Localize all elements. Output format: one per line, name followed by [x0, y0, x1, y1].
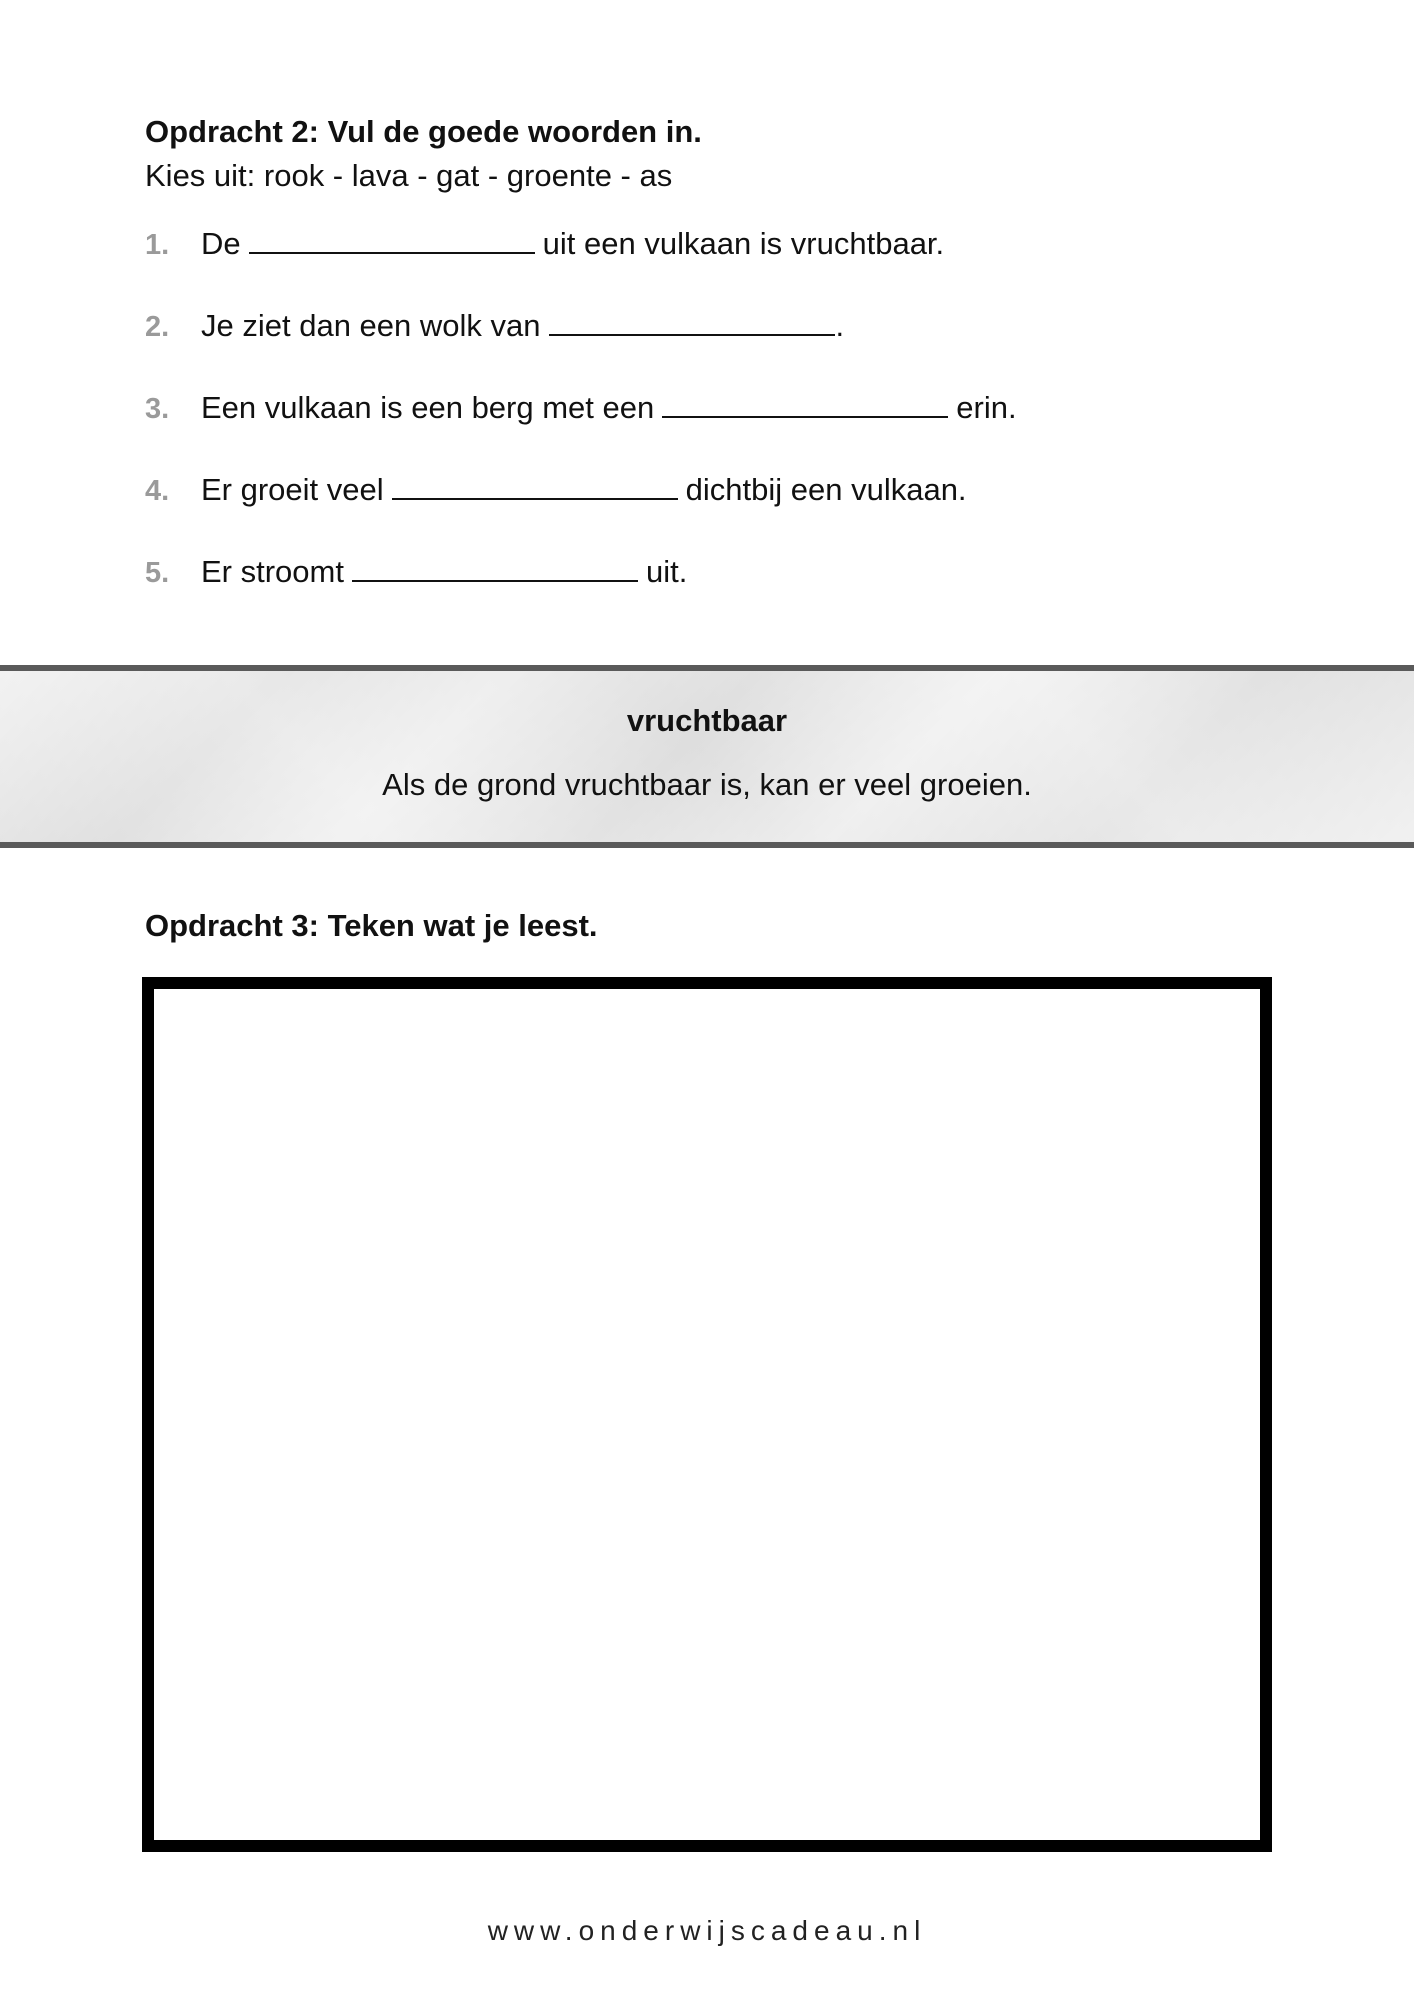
sentence-text-after: . — [835, 308, 845, 343]
sentence-1 — [145, 224, 1265, 306]
definition-banner — [0, 665, 1414, 848]
definition-term: vruchtbaar — [626, 703, 788, 738]
fill-in-blank[interactable] — [249, 230, 535, 254]
exercise-2-title: Opdracht 2: Vul de goede woorden in. — [145, 114, 702, 149]
sentence-number: 4. — [145, 475, 170, 507]
sentence-text-before: Er stroomt — [201, 554, 344, 589]
sentence-text-before: Je ziet dan een wolk van — [201, 308, 541, 343]
sentence-number: 3. — [145, 393, 170, 425]
sentence-text-after: uit een vulkaan is vruchtbaar. — [542, 226, 945, 261]
sentence-text-before: De — [201, 226, 241, 261]
sentence-5 — [145, 552, 1265, 634]
sentence-text-before: Een vulkaan is een berg met een — [201, 390, 655, 425]
sentence-text-after: dichtbij een vulkaan. — [685, 472, 967, 507]
fill-in-blank[interactable] — [662, 394, 948, 418]
sentence-number: 5. — [145, 557, 170, 589]
sentence-text-after: uit. — [645, 554, 688, 589]
footer-url: www.onderwijscadeau.nl — [487, 1915, 927, 1946]
fill-in-blank[interactable] — [352, 558, 638, 582]
sentence-3 — [145, 388, 1265, 470]
fill-in-blank[interactable] — [549, 312, 835, 336]
sentence-text-after: erin. — [956, 390, 1017, 425]
word-choices: Kies uit: rook - lava - gat - groente - as — [145, 158, 673, 193]
exercise-2 — [145, 112, 1265, 634]
sentence-4 — [145, 470, 1265, 552]
exercise-3-title: Opdracht 3: Teken wat je leest. — [145, 908, 598, 943]
sentence-list — [145, 224, 1265, 634]
fill-in-blank[interactable] — [392, 476, 678, 500]
drawing-area[interactable] — [142, 977, 1272, 1852]
sentence-number: 2. — [145, 311, 170, 343]
sentence-2 — [145, 306, 1265, 388]
sentence-text-before: Er groeit veel — [201, 472, 384, 507]
sentence-number: 1. — [145, 229, 170, 261]
definition-text: Als de grond vruchtbaar is, kan er veel groeien. — [382, 767, 1032, 802]
